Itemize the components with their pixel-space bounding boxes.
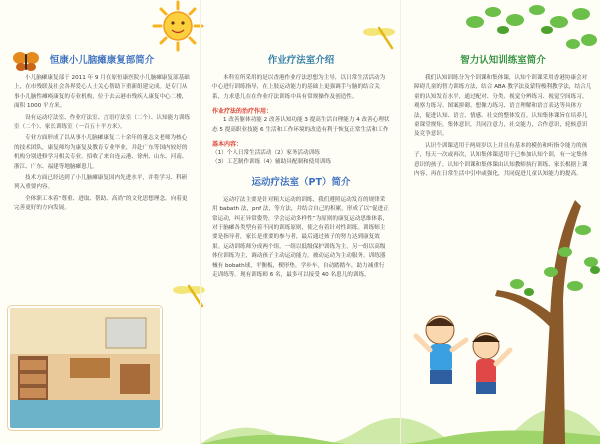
column-intro <box>0 0 200 444</box>
subheading: 作业疗法的治疗作用： <box>212 108 273 116</box>
paragraph: 全体职工本着“尊重、进取、帮助、高尚”的文化思想理念，向着更完善更好的方向发展。 <box>14 195 188 212</box>
section-title: 运动疗法室（PT）简介 <box>251 176 351 188</box>
paragraph: 1 改善躯体功能 2 改善认知功能 3 提高生活自理能力 4 改善心理状态 5 提高职业技能 6 生活和工作环境的改造有利于恢复正常生活和工作 <box>212 117 390 133</box>
content-line: （1）个人日常生活活动（2）家务活动训练 <box>212 150 320 157</box>
paragraph: 设有运动疗法室、作业疗法室、言语疗法室（二个）、认知能力训练室（二个）、家长训练室（一百五十平方米）。 <box>14 114 191 131</box>
section-title: 恒康小儿脑瘫康复部简介 <box>49 55 155 66</box>
column-ot-pt <box>200 0 400 444</box>
subheading: 基本内容： <box>212 141 243 149</box>
paragraph: 小儿脑瘫康复部于 2011 年 9 月在原恒康医院小儿脑瘫康复部基础上，在市残联及社会各界爱心人士关心帮助下重新组建完成。是专门从事小儿脑性瘫痪康复的专业机构，位于去云港市残疾人康复中心二楼，面积 1000 平方米。 <box>14 75 190 110</box>
paragraph: 本科室所采用的是以香港作业疗法思想为主导，以日常生活活动为中心进行训练指导，在上肢运动能力的基础上更强调手与脑的结合关系，力求患儿在在作业疗法训练中具有常规操作及创造性。 <box>212 75 386 100</box>
paragraph: 我们认知训练分为个训课和集体课，认知个训课采用香港协康会对障碍儿童的智力训练方法，结合 ABA 教学法及蒙特梭利教学法，结合儿童的认知发育水平，通过配对、分类、视觉分辨练习、视觉空间练习、观察力练习、图案拼砌、想像力练习、语言理解和语言表达等具体方法，促进认知、语言、情感、社交的整体发育。认知集体课旨在培养儿童课堂规矩，集体意识，共同注意力，社交能力，合作意识，轮候意识及竞争意识。 <box>414 75 592 138</box>
paragraph: 专业方面形成了以从事小儿脑瘫康复二十余年的董志文老师为核心的技术团队，康复师均为康复及教育专业毕业，并赴广东等国内较好的机构分别进修学习相关专业。招收了来自连云港、徐州、山东、河南、浙江、广东、福建等地脑瘫患儿。 <box>14 135 188 170</box>
section-title: 作业疗法室介绍 <box>267 55 335 66</box>
content-line: （3）工艺制作训练（4）辅助具配制和使用训练 <box>212 159 331 166</box>
paragraph: 认识个训课适用于两周岁以上并且有基本的模仿和听指令能力的孩子，每天一次或再次，认知集体课适用于已参加认知个训，有一定集体意识的孩子，认知个训课和集体课由认知教师执行训练，家长根据上课内容，再在日常生活中引申或强化，共同促进儿童认知能力的提高。 <box>414 142 588 178</box>
column-cognitive <box>400 0 600 444</box>
paragraph: 技术方面已经达到了小儿脑瘫康复国内先进水平，并将学习、科研列入重要内容。 <box>14 175 188 191</box>
paragraph: 运动疗法主要是针对粗大运动的训练，我们遵照运动发育的规律采用 babath 法，pnf 法，等方法，并结合自己的积累，形成了以“促进正常运动，纠正异常姿势，学会运动多样性”为原则的康复运动思维体系，对于脑瘫各类型有着不同的训练原则，使之有着针对性训练。训练师主要是指导者，家长是重要的参与者，最后通过孩子的努力达到康复效果。运动训练师分成两个组，一组以低级保护训练为主，另一组以高级体位训练为主，调动孩子主动运动能力，被动运动为主动服务。训练器械有 bobath球，平衡板，楔形垫，学步车，自动踏踏车，助力减重行走训练等。现有训练师 6 名，最多可以接受 40 名患儿的训练。 <box>212 196 389 279</box>
section-title: 智力认知训练室简介 <box>460 55 546 66</box>
